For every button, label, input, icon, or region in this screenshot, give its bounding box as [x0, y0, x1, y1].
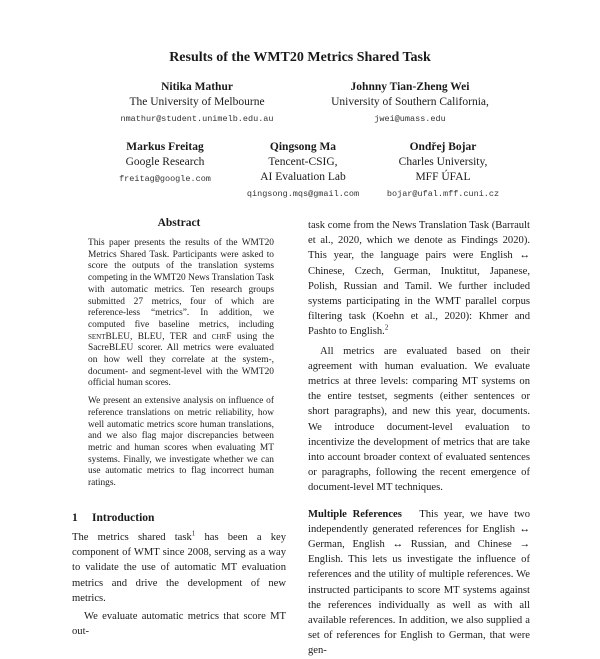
abstract-text: , BLEU, TER and	[129, 331, 212, 342]
body-text: task come from the News Translation Task (Barrault et al., 2020, which we denote as Findings 2020). This year, the language pairs were English ↔ Chinese, Czech, German, Inuktitut, Japanese, Polish, Russian and Tamil. We further included systems participating in the WMT parallel corpus filtering task (Koehn et al., 2020): Khmer and Pashto to English.	[308, 220, 530, 338]
body-text: has been a key component of WMT since 2008, serving as a way to validate the use of automatic MT evaluation metrics and drive the development of new metrics.	[72, 532, 286, 604]
body-paragraph	[308, 507, 530, 659]
body-paragraph: All metrics are evaluated based on their agreement with human evaluation. We evaluate metrics at three levels: comparing MT systems on the entire testset, segments (either sentences or short paragraphs), and new this year, documents. We introduce document-level evaluation to incentivize the development of metrics that are take into account broader context of evaluated sentences or paragraphs, following the recent emergence of document-level MT techniques.	[308, 345, 530, 494]
abstract-text: chrF	[211, 331, 232, 342]
author-name: Ondřej Bojar	[409, 141, 477, 153]
intro-body	[72, 530, 286, 639]
author-block-freitag	[90, 140, 240, 187]
author-email: nmathur@student.unimelb.edu.au	[120, 114, 274, 124]
abstract-text: sentBLEU	[88, 331, 130, 342]
abstract-paragraph: We present an extensive analysis on influence of reference translations on metric reliability, how well automatic metrics score human translations, and we also flag major discrepancies between metric and human scores when evaluating MT systems. Finally, we investigate whether we can use automatic metrics to flag incorrect human ratings.	[88, 396, 274, 489]
author-affiliation: Tencent-CSIG,	[268, 156, 338, 168]
author-email: qingsong.mqs@gmail.com	[246, 189, 360, 199]
author-email: bojar@ufal.mff.cuni.cz	[386, 189, 500, 199]
paper-title: Results of the WMT20 Metrics Shared Task	[169, 50, 431, 65]
body-paragraph	[308, 218, 530, 340]
author-block-mathur	[102, 80, 292, 127]
author-name: Johnny Tian-Zheng Wei	[350, 81, 470, 93]
author-affiliation: AI Evaluation Lab	[260, 171, 346, 183]
footnote-marker: 1	[191, 529, 196, 538]
author-affiliation: Google Research	[125, 156, 205, 168]
run-in-heading: Multiple References	[308, 508, 402, 520]
author-block-ma	[228, 140, 378, 202]
body-text: The metrics shared task	[72, 532, 192, 543]
abstract-text: This paper presents the results of the WMT20 Metrics Shared Task. Participants were asked to score the outputs of the translation systems competing in the WMT20 News Translation Task with automatic metrics. Ten research groups submitted 27 metrics, four of which are reference-less “metrics”. In addition, we computed five baseline metrics, including	[88, 238, 274, 330]
abstract-text: using the SacreBLEU scorer. All metrics were evaluated on how well they correlate at the system-, document- and segment-level with the WMT20 official human scores.	[88, 331, 274, 389]
body-paragraph: We evaluate automatic metrics that score MT out-	[72, 611, 286, 638]
section-number: 1	[72, 512, 78, 524]
section-heading	[72, 512, 154, 524]
abstract-body	[88, 238, 274, 496]
author-affiliation: Charles University,	[398, 156, 488, 168]
author-block-bojar	[368, 140, 518, 202]
author-email: jwei@umass.edu	[374, 114, 446, 124]
section-title: Introduction	[92, 512, 155, 524]
author-affiliation: University of Southern California,	[331, 96, 489, 108]
author-name: Nitika Mathur	[161, 81, 233, 93]
footnote-marker: 2	[384, 323, 389, 332]
body-paragraph	[72, 530, 286, 606]
body-text: This year, we have two independently generated references for English ↔ German, English ↔ Russian, and Chinese → English. This lets us investigate the influence of references and the utility of multiple references. We instructed participants to score MT systems against the references individually as well as with all available references. In addition, we also supplied a set of references for English to German, that were gen-	[308, 508, 530, 657]
author-name: Markus Freitag	[126, 141, 204, 153]
author-email: freitag@google.com	[119, 174, 211, 184]
author-block-wei	[305, 80, 515, 127]
author-affiliation: MFF ÚFAL	[415, 171, 471, 183]
abstract-heading: Abstract	[157, 217, 201, 229]
abstract-paragraph	[88, 238, 274, 390]
author-affiliation: The University of Melbourne	[129, 96, 265, 108]
right-column	[308, 218, 530, 659]
author-name: Qingsong Ma	[269, 141, 337, 153]
